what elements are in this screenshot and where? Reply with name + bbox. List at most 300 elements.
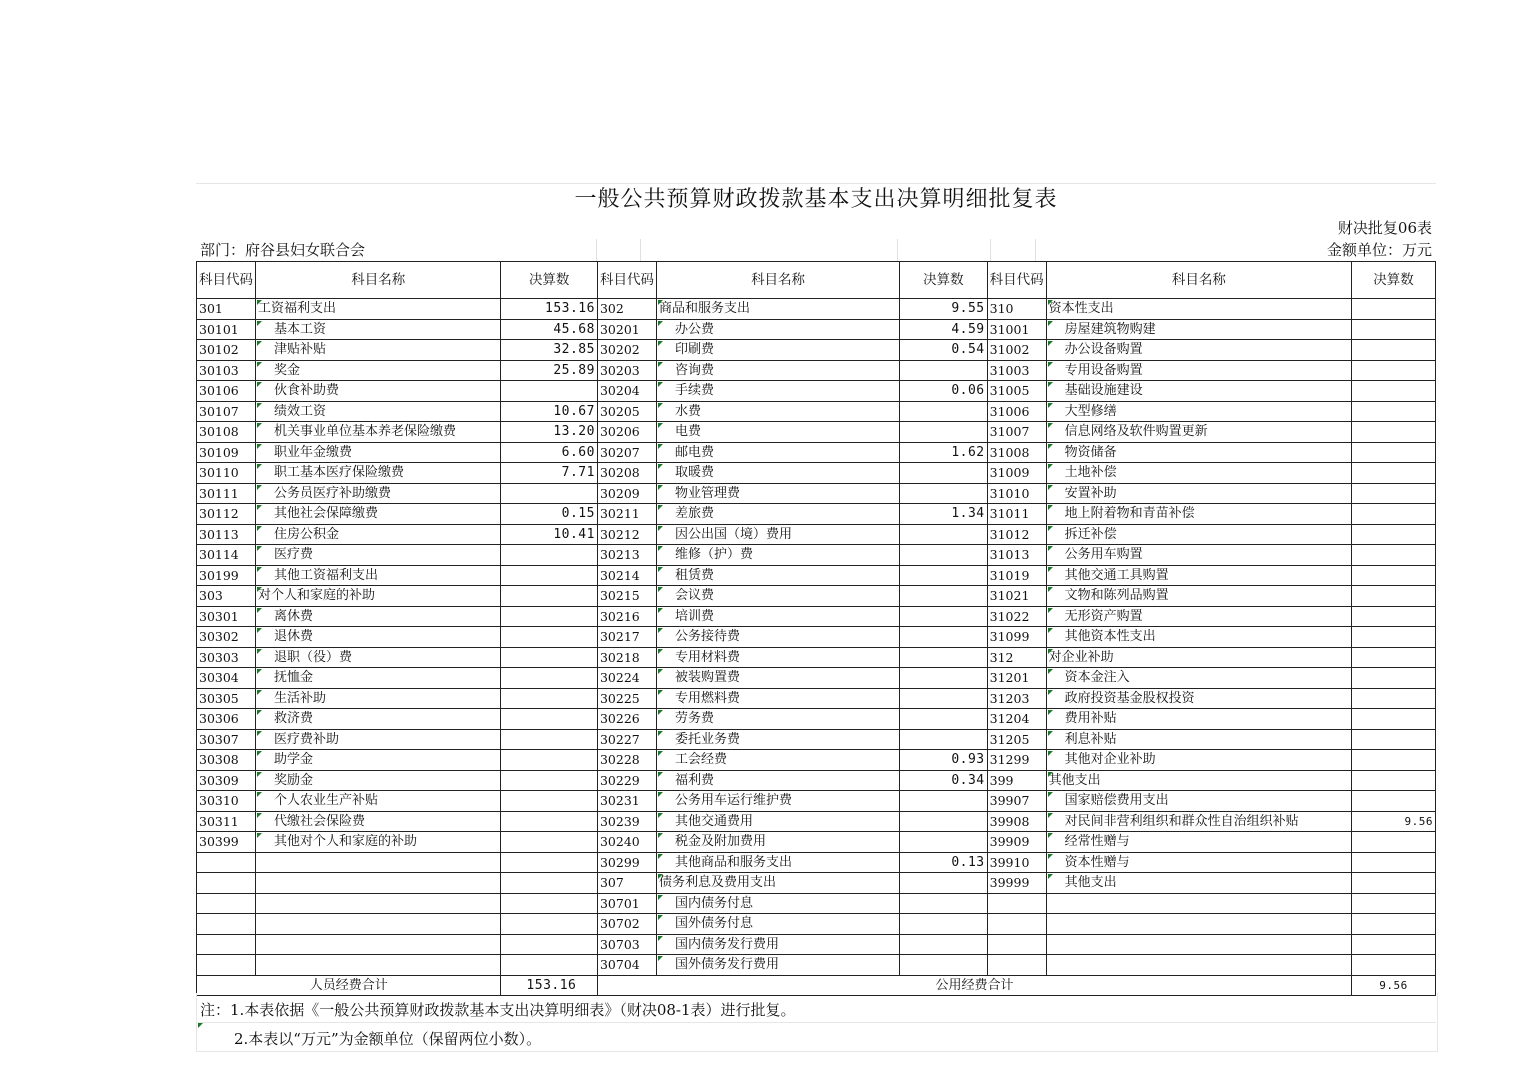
subject-name-cell: 资本性支出 <box>1046 299 1351 320</box>
table-row <box>197 791 1436 812</box>
subject-name-cell <box>256 852 501 873</box>
subject-code-cell: 312 <box>987 647 1046 668</box>
subject-code-cell: 30106 <box>197 381 256 402</box>
subject-name-cell: 代缴社会保险费 <box>256 811 501 832</box>
amount-cell <box>501 914 598 935</box>
subject-name-cell: 政府投资基金股权投资 <box>1046 688 1351 709</box>
amount-cell: 4.59 <box>900 319 987 340</box>
amount-cell <box>900 709 987 730</box>
subject-name-cell: 绩效工资 <box>256 401 501 422</box>
amount-cell <box>501 483 598 504</box>
subject-code-cell: 30212 <box>597 524 656 545</box>
amount-cell <box>1352 422 1436 443</box>
amount-cell <box>1352 545 1436 566</box>
subject-code-cell: 30209 <box>597 483 656 504</box>
subject-code-cell: 30703 <box>597 934 656 955</box>
amount-cell <box>501 811 598 832</box>
amount-cell <box>1352 688 1436 709</box>
subject-code-cell <box>987 893 1046 914</box>
subject-name-cell: 差旅费 <box>656 504 899 525</box>
subject-name-cell: 其他支出 <box>1046 873 1351 894</box>
amount-cell <box>501 729 598 750</box>
subject-name-cell: 对民间非营利组织和群众性自治组织补贴 <box>1046 811 1351 832</box>
subject-code-cell: 31008 <box>987 442 1046 463</box>
table-row <box>197 442 1436 463</box>
subject-code-cell: 31002 <box>987 340 1046 361</box>
subject-code-cell: 30101 <box>197 319 256 340</box>
subject-code-cell: 302 <box>597 299 656 320</box>
subject-name-cell: 基本工资 <box>256 319 501 340</box>
amount-cell <box>1352 606 1436 627</box>
subject-name-cell: 对企业补助 <box>1046 647 1351 668</box>
amount-cell <box>900 627 987 648</box>
amount-cell <box>1352 668 1436 689</box>
subject-code-cell: 30214 <box>597 565 656 586</box>
subject-code-cell: 31099 <box>987 627 1046 648</box>
subject-code-cell: 303 <box>197 586 256 607</box>
amount-cell <box>501 627 598 648</box>
amount-cell: 45.68 <box>501 319 598 340</box>
subject-name-cell: 公务用车运行维护费 <box>656 791 899 812</box>
amount-cell <box>1352 565 1436 586</box>
amount-cell <box>900 360 987 381</box>
amount-cell <box>900 934 987 955</box>
amount-cell <box>501 709 598 730</box>
subject-code-cell: 31203 <box>987 688 1046 709</box>
subject-name-cell: 文物和陈列品购置 <box>1046 586 1351 607</box>
subject-code-cell: 30299 <box>597 852 656 873</box>
subject-code-cell: 30702 <box>597 914 656 935</box>
amount-cell <box>1352 647 1436 668</box>
subject-name-cell: 会议费 <box>656 586 899 607</box>
subject-code-cell <box>197 914 256 935</box>
amount-cell: 0.13 <box>900 852 987 873</box>
header-code: 科目代码 <box>987 262 1046 299</box>
amount-cell <box>900 873 987 894</box>
subject-code-cell: 30217 <box>597 627 656 648</box>
subject-name-cell: 其他支出 <box>1046 770 1351 791</box>
subject-name-cell: 职工基本医疗保险缴费 <box>256 463 501 484</box>
report-title: 一般公共预算财政拨款基本支出决算明细批复表 <box>196 183 1436 216</box>
amount-cell <box>900 422 987 443</box>
subject-name-cell <box>256 893 501 914</box>
amount-cell: 10.41 <box>501 524 598 545</box>
subject-name-cell: 职业年金缴费 <box>256 442 501 463</box>
subject-code-cell: 30308 <box>197 750 256 771</box>
subject-code-cell: 30112 <box>197 504 256 525</box>
amount-cell <box>1352 750 1436 771</box>
subject-name-cell: 邮电费 <box>656 442 899 463</box>
subject-code-cell: 30211 <box>597 504 656 525</box>
subject-code-cell: 30239 <box>597 811 656 832</box>
table-row <box>197 463 1436 484</box>
subject-code-cell: 31021 <box>987 586 1046 607</box>
subject-name-cell: 退职（役）费 <box>256 647 501 668</box>
subject-code-cell: 31201 <box>987 668 1046 689</box>
subject-name-cell: 专用设备购置 <box>1046 360 1351 381</box>
amount-cell <box>1352 463 1436 484</box>
amount-cell <box>1352 729 1436 750</box>
subject-name-cell: 住房公积金 <box>256 524 501 545</box>
subject-code-cell: 307 <box>597 873 656 894</box>
amount-cell: 25.89 <box>501 360 598 381</box>
header-code: 科目代码 <box>197 262 256 299</box>
subject-code-cell <box>987 914 1046 935</box>
table-row <box>197 852 1436 873</box>
amount-cell: 10.67 <box>501 401 598 422</box>
subject-code-cell: 30203 <box>597 360 656 381</box>
subject-name-cell: 国内债务发行费用 <box>656 934 899 955</box>
amount-cell <box>900 893 987 914</box>
amount-cell: 32.85 <box>501 340 598 361</box>
subject-name-cell: 伙食补助费 <box>256 381 501 402</box>
subject-code-cell: 31007 <box>987 422 1046 443</box>
amount-cell: 0.54 <box>900 340 987 361</box>
subject-name-cell <box>256 955 501 976</box>
amount-cell: 0.15 <box>501 504 598 525</box>
table-row <box>197 668 1436 689</box>
table-row <box>197 360 1436 381</box>
subject-name-cell: 机关事业单位基本养老保险缴费 <box>256 422 501 443</box>
subject-name-cell: 基础设施建设 <box>1046 381 1351 402</box>
amount-cell <box>501 770 598 791</box>
amount-cell <box>1352 504 1436 525</box>
subject-code-cell: 31019 <box>987 565 1046 586</box>
faint-gridline <box>640 239 641 261</box>
subject-code-cell: 39908 <box>987 811 1046 832</box>
amount-cell <box>501 852 598 873</box>
subject-code-cell: 30399 <box>197 832 256 853</box>
subject-code-cell: 31299 <box>987 750 1046 771</box>
amount-cell <box>900 914 987 935</box>
subject-name-cell: 资本性赠与 <box>1046 852 1351 873</box>
subject-code-cell: 31005 <box>987 381 1046 402</box>
amount-cell: 153.16 <box>501 299 598 320</box>
subject-name-cell: 费用补贴 <box>1046 709 1351 730</box>
table-row <box>197 504 1436 525</box>
subject-code-cell: 30218 <box>597 647 656 668</box>
amount-cell: 6.60 <box>501 442 598 463</box>
subject-code-cell: 30109 <box>197 442 256 463</box>
subject-code-cell: 30228 <box>597 750 656 771</box>
subject-code-cell: 310 <box>987 299 1046 320</box>
subject-name-cell: 债务利息及费用支出 <box>656 873 899 894</box>
subject-name-cell: 其他交通费用 <box>656 811 899 832</box>
subject-name-cell: 办公设备购置 <box>1046 340 1351 361</box>
subject-code-cell: 30213 <box>597 545 656 566</box>
subject-code-cell: 30226 <box>597 709 656 730</box>
subject-name-cell: 对个人和家庭的补助 <box>256 586 501 607</box>
amount-cell <box>501 606 598 627</box>
subject-name-cell: 退休费 <box>256 627 501 648</box>
amount-cell <box>1352 524 1436 545</box>
amount-cell <box>900 463 987 484</box>
table-row <box>197 934 1436 955</box>
cell-marker-icon <box>198 1023 203 1028</box>
table-row <box>197 873 1436 894</box>
subject-name-cell: 专用燃料费 <box>656 688 899 709</box>
subject-name-cell: 土地补偿 <box>1046 463 1351 484</box>
table-row <box>197 709 1436 730</box>
subject-name-cell: 其他交通工具购置 <box>1046 565 1351 586</box>
subject-name-cell: 因公出国（境）费用 <box>656 524 899 545</box>
amount-cell <box>900 811 987 832</box>
table-header-row <box>197 262 1436 299</box>
note-2: 2.本表以“万元”为金额单位（保留两位小数）。 <box>234 1030 542 1048</box>
personnel-total-label: 人员经费合计 <box>197 975 501 996</box>
header-amount: 决算数 <box>501 262 598 299</box>
subject-code-cell: 31205 <box>987 729 1046 750</box>
subject-code-cell: 31006 <box>987 401 1046 422</box>
subject-name-cell: 资本金注入 <box>1046 668 1351 689</box>
subject-code-cell: 30307 <box>197 729 256 750</box>
subject-name-cell: 信息网络及软件购置更新 <box>1046 422 1351 443</box>
amount-cell <box>900 668 987 689</box>
subject-name-cell: 工会经费 <box>656 750 899 771</box>
subject-name-cell <box>1046 893 1351 914</box>
public-total-value: 9.56 <box>1352 975 1436 996</box>
subject-code-cell <box>987 934 1046 955</box>
subject-code-cell <box>987 955 1046 976</box>
table-row <box>197 524 1436 545</box>
subject-name-cell: 维修（护）费 <box>656 545 899 566</box>
table-row <box>197 627 1436 648</box>
subject-name-cell: 其他商品和服务支出 <box>656 852 899 873</box>
subject-code-cell: 30301 <box>197 606 256 627</box>
subject-code-cell: 30207 <box>597 442 656 463</box>
subject-code-cell: 399 <box>987 770 1046 791</box>
table-row <box>197 483 1436 504</box>
subject-code-cell: 30231 <box>597 791 656 812</box>
subject-name-cell: 公务员医疗补助缴费 <box>256 483 501 504</box>
public-total-label: 公用经费合计 <box>597 975 1351 996</box>
subject-name-cell: 手续费 <box>656 381 899 402</box>
header-name: 科目名称 <box>1046 262 1351 299</box>
subject-name-cell: 抚恤金 <box>256 668 501 689</box>
subject-code-cell: 30701 <box>597 893 656 914</box>
amount-cell <box>900 729 987 750</box>
subject-code-cell: 31011 <box>987 504 1046 525</box>
amount-cell <box>1352 791 1436 812</box>
subject-code-cell: 30202 <box>597 340 656 361</box>
subject-code-cell: 31003 <box>987 360 1046 381</box>
amount-cell <box>900 791 987 812</box>
amount-cell <box>900 832 987 853</box>
subject-name-cell: 奖励金 <box>256 770 501 791</box>
amount-cell <box>1352 770 1436 791</box>
header-amount: 决算数 <box>900 262 987 299</box>
subject-name-cell: 助学金 <box>256 750 501 771</box>
subject-name-cell: 咨询费 <box>656 360 899 381</box>
subject-name-cell: 奖金 <box>256 360 501 381</box>
table-row <box>197 750 1436 771</box>
amount-cell <box>501 586 598 607</box>
subject-name-cell: 个人农业生产补贴 <box>256 791 501 812</box>
amount-cell <box>501 934 598 955</box>
subject-code-cell: 31009 <box>987 463 1046 484</box>
amount-cell <box>1352 483 1436 504</box>
subject-code-cell: 39999 <box>987 873 1046 894</box>
amount-cell: 1.62 <box>900 442 987 463</box>
amount-cell <box>1352 934 1436 955</box>
subject-name-cell: 无形资产购置 <box>1046 606 1351 627</box>
subject-name-cell: 公务用车购置 <box>1046 545 1351 566</box>
table-row <box>197 340 1436 361</box>
table-row <box>197 811 1436 832</box>
subject-name-cell: 取暖费 <box>656 463 899 484</box>
amount-cell <box>501 955 598 976</box>
table-row <box>197 955 1436 976</box>
subject-name-cell: 大型修缮 <box>1046 401 1351 422</box>
amount-cell <box>501 647 598 668</box>
amount-cell: 0.06 <box>900 381 987 402</box>
subject-code-cell: 30225 <box>597 688 656 709</box>
subject-name-cell: 其他对个人和家庭的补助 <box>256 832 501 853</box>
subject-name-cell: 其他对企业补助 <box>1046 750 1351 771</box>
amount-cell: 1.34 <box>900 504 987 525</box>
amount-cell <box>501 668 598 689</box>
amount-cell: 0.34 <box>900 770 987 791</box>
amount-cell <box>900 606 987 627</box>
subject-name-cell <box>256 914 501 935</box>
subject-code-cell <box>197 934 256 955</box>
subject-code-cell: 30199 <box>197 565 256 586</box>
table-row <box>197 893 1436 914</box>
subject-code-cell: 30309 <box>197 770 256 791</box>
table-row <box>197 545 1436 566</box>
subject-code-cell: 30306 <box>197 709 256 730</box>
subject-name-cell: 其他资本性支出 <box>1046 627 1351 648</box>
amount-unit-label: 金额单位：万元 <box>1326 241 1432 259</box>
subject-name-cell: 其他社会保障缴费 <box>256 504 501 525</box>
subject-code-cell: 301 <box>197 299 256 320</box>
subject-name-cell: 专用材料费 <box>656 647 899 668</box>
amount-cell <box>900 483 987 504</box>
amount-cell <box>1352 299 1436 320</box>
note-1: 注：1.本表依据《一般公共预算财政拨款基本支出决算明细表》（财决08-1表）进行批复。 <box>200 1001 796 1019</box>
subject-code-cell: 30304 <box>197 668 256 689</box>
subject-name-cell: 地上附着物和青苗补偿 <box>1046 504 1351 525</box>
table-row <box>197 422 1436 443</box>
amount-cell <box>1352 852 1436 873</box>
amount-cell <box>900 565 987 586</box>
subject-name-cell: 医疗费 <box>256 545 501 566</box>
subject-code-cell: 30303 <box>197 647 256 668</box>
table-row <box>197 319 1436 340</box>
subject-name-cell: 委托业务费 <box>656 729 899 750</box>
subject-code-cell <box>197 873 256 894</box>
header-name: 科目名称 <box>656 262 899 299</box>
department-label: 部门：府谷县妇女联合会 <box>200 241 366 259</box>
subject-code-cell: 30110 <box>197 463 256 484</box>
subject-code-cell: 30302 <box>197 627 256 648</box>
subject-code-cell: 39909 <box>987 832 1046 853</box>
amount-cell <box>501 381 598 402</box>
amount-cell <box>1352 955 1436 976</box>
subject-code-cell: 39907 <box>987 791 1046 812</box>
table-row <box>197 729 1436 750</box>
subject-code-cell: 30114 <box>197 545 256 566</box>
subject-code-cell: 30206 <box>597 422 656 443</box>
subject-name-cell: 经常性赠与 <box>1046 832 1351 853</box>
subject-code-cell: 30305 <box>197 688 256 709</box>
subject-name-cell: 其他工资福利支出 <box>256 565 501 586</box>
table-row <box>197 586 1436 607</box>
table-row <box>197 606 1436 627</box>
amount-cell <box>501 832 598 853</box>
subject-code-cell <box>197 955 256 976</box>
subject-code-cell: 30204 <box>597 381 656 402</box>
amount-cell <box>501 873 598 894</box>
amount-cell <box>501 750 598 771</box>
subject-code-cell: 30224 <box>597 668 656 689</box>
subject-code-cell: 30108 <box>197 422 256 443</box>
amount-cell: 9.55 <box>900 299 987 320</box>
subject-code-cell: 30229 <box>597 770 656 791</box>
subject-code-cell: 31022 <box>987 606 1046 627</box>
subject-name-cell: 救济费 <box>256 709 501 730</box>
subject-code-cell <box>197 893 256 914</box>
faint-gridline <box>990 239 991 261</box>
subject-name-cell: 拆迁补偿 <box>1046 524 1351 545</box>
amount-cell <box>1352 340 1436 361</box>
subject-name-cell <box>1046 914 1351 935</box>
subject-name-cell: 国内债务付息 <box>656 893 899 914</box>
subject-code-cell: 30216 <box>597 606 656 627</box>
amount-cell: 7.71 <box>501 463 598 484</box>
subject-name-cell: 税金及附加费用 <box>656 832 899 853</box>
subject-name-cell: 福利费 <box>656 770 899 791</box>
subject-code-cell: 30311 <box>197 811 256 832</box>
subject-code-cell: 31013 <box>987 545 1046 566</box>
amount-cell: 13.20 <box>501 422 598 443</box>
subject-name-cell: 医疗费补助 <box>256 729 501 750</box>
subject-code-cell: 30102 <box>197 340 256 361</box>
subject-name-cell: 物资储备 <box>1046 442 1351 463</box>
subject-name-cell: 国外债务付息 <box>656 914 899 935</box>
subject-code-cell: 30205 <box>597 401 656 422</box>
subject-code-cell: 30103 <box>197 360 256 381</box>
subject-code-cell: 31010 <box>987 483 1046 504</box>
amount-cell <box>1352 709 1436 730</box>
subject-name-cell: 办公费 <box>656 319 899 340</box>
subject-name-cell: 物业管理费 <box>656 483 899 504</box>
subject-name-cell <box>256 873 501 894</box>
subject-code-cell: 31012 <box>987 524 1046 545</box>
subject-name-cell <box>256 934 501 955</box>
subject-code-cell: 30215 <box>597 586 656 607</box>
table-row <box>197 299 1436 320</box>
header-amount: 决算数 <box>1352 262 1436 299</box>
amount-cell <box>501 545 598 566</box>
amount-cell <box>900 688 987 709</box>
table-row <box>197 381 1436 402</box>
subject-name-cell: 水费 <box>656 401 899 422</box>
subject-name-cell: 印刷费 <box>656 340 899 361</box>
subject-name-cell: 培训费 <box>656 606 899 627</box>
table-row <box>197 401 1436 422</box>
amount-cell <box>900 647 987 668</box>
subject-name-cell: 房屋建筑物购建 <box>1046 319 1351 340</box>
faint-gridline <box>1035 239 1036 261</box>
amount-cell <box>1352 873 1436 894</box>
amount-cell <box>1352 401 1436 422</box>
subject-name-cell: 商品和服务支出 <box>656 299 899 320</box>
amount-cell <box>900 955 987 976</box>
subject-name-cell: 国外债务发行费用 <box>656 955 899 976</box>
subject-name-cell: 津贴补贴 <box>256 340 501 361</box>
subject-name-cell: 生活补助 <box>256 688 501 709</box>
